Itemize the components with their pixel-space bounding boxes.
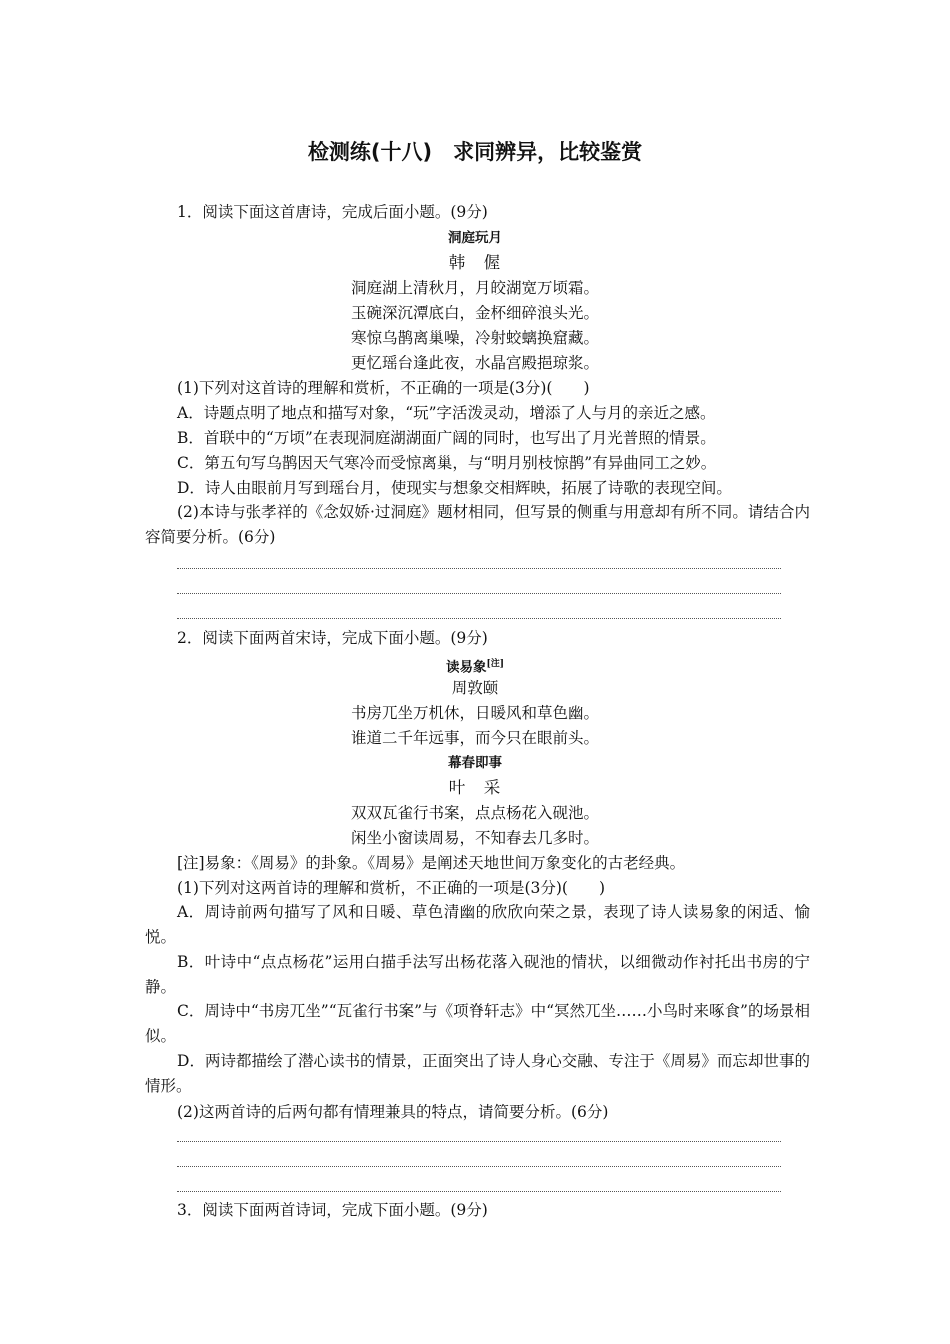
q2-poem2-line-1: 双双瓦雀行书案，点点杨花入砚池。: [350, 804, 599, 822]
answer-line: [177, 1141, 781, 1142]
q2-option-a: A．周诗前两句描写了风和日暖、草色清幽的欣欣向荣之景，表现了诗人读易象的闲适、愉悦。: [145, 903, 810, 946]
q2-poem2-author: 叶 采: [448, 778, 502, 797]
q2-intro: 2．阅读下面两首宋诗，完成下面小题。(9分): [177, 629, 488, 647]
q1-poem-line-1: 洞庭湖上清秋月，月皎湖宽万顷霜。: [350, 279, 599, 297]
q2-poem1-title-text: 读易象: [445, 659, 487, 676]
note-marker: [注]: [486, 659, 505, 669]
q3-intro: 3．阅读下面两首诗词，完成下面小题。(9分): [177, 1201, 488, 1219]
q2-poem1-line-1: 书房兀坐万机休，日暖风和草色幽。: [350, 704, 599, 722]
q2-poem1-author: 周敦颐: [451, 679, 499, 697]
q1-option-b: B．首联中的“万顷”在表现洞庭湖湖面广阔的同时，也写出了月光普照的情景。: [177, 429, 716, 447]
q2-option-b: B．叶诗中“点点杨花”运用白描手法写出杨花落入砚池的情状，以细微动作衬托出书房的宁静。: [145, 953, 810, 996]
answer-line: [177, 618, 781, 619]
q2-poem2-line-2: 闲坐小窗读周易，不知春去几多时。: [350, 829, 599, 847]
q1-option-c: C．第五句写乌鹊因天气寒冷而受惊离巢，与“明月别枝惊鹊”有异曲同工之妙。: [177, 454, 717, 472]
q1-poem-line-2: 玉碗深沉潭底白，金杯细碎浪头光。: [350, 304, 599, 322]
answer-line: [177, 568, 781, 569]
q1-option-d: D．诗人由眼前月写到瑶台月，使现实与想象交相辉映，拓展了诗歌的表现空间。: [177, 479, 732, 497]
page-title: 检测练(十八) 求同辨异，比较鉴赏: [307, 140, 643, 164]
q2-option-d: D．两诗都描绘了潜心读书的情景，正面突出了诗人身心交融、专注于《周易》而忘却世事的情形。: [145, 1052, 810, 1095]
q1-poem-author: 韩 偓: [448, 253, 502, 272]
answer-line: [177, 593, 781, 594]
q2-note: [注]易象：《周易》的卦象。《周易》是阐述天地世间万象变化的古老经典。: [177, 854, 686, 872]
q1-poem-title: 洞庭玩月: [448, 230, 502, 246]
q1-poem-line-3: 寒惊乌鹊离巢噪，冷射蛟螭换窟藏。: [350, 329, 599, 347]
q2-option-c: C．周诗中“书房兀坐”“瓦雀行书案”与《项脊轩志》中“冥然兀坐……小鸟时来啄食”的场景相似。: [145, 1002, 810, 1045]
q1-poem-line-4: 更忆瑶台逢此夜，水晶宫殿挹琼浆。: [350, 354, 599, 372]
q2-subquestion-2: (2)这两首诗的后两句都有情理兼具的特点，请简要分析。(6分): [177, 1103, 609, 1121]
q2-poem2-title: 幕春即事: [448, 755, 502, 771]
q1-option-a: A．诗题点明了地点和描写对象，“玩”字活泼灵动，增添了人与月的亲近之感。: [177, 404, 716, 422]
q2-poem1-line-2: 谁道二千年远事，而今只在眼前头。: [350, 729, 599, 747]
q1-subquestion-1: (1)下列对这首诗的理解和赏析，不正确的一项是(3分)( ): [177, 379, 590, 397]
answer-line: [177, 1191, 781, 1192]
q2-subquestion-1: (1)下列对这两首诗的理解和赏析，不正确的一项是(3分)( ): [177, 879, 606, 897]
q1-intro: 1．阅读下面这首唐诗，完成后面小题。(9分): [177, 203, 488, 221]
answer-line: [177, 1166, 781, 1167]
q1-subquestion-2: (2)本诗与张孝祥的《念奴娇·过洞庭》题材相同，但写景的侧重与用意却有所不同。请结合内容简要分析。(6分): [145, 503, 810, 546]
